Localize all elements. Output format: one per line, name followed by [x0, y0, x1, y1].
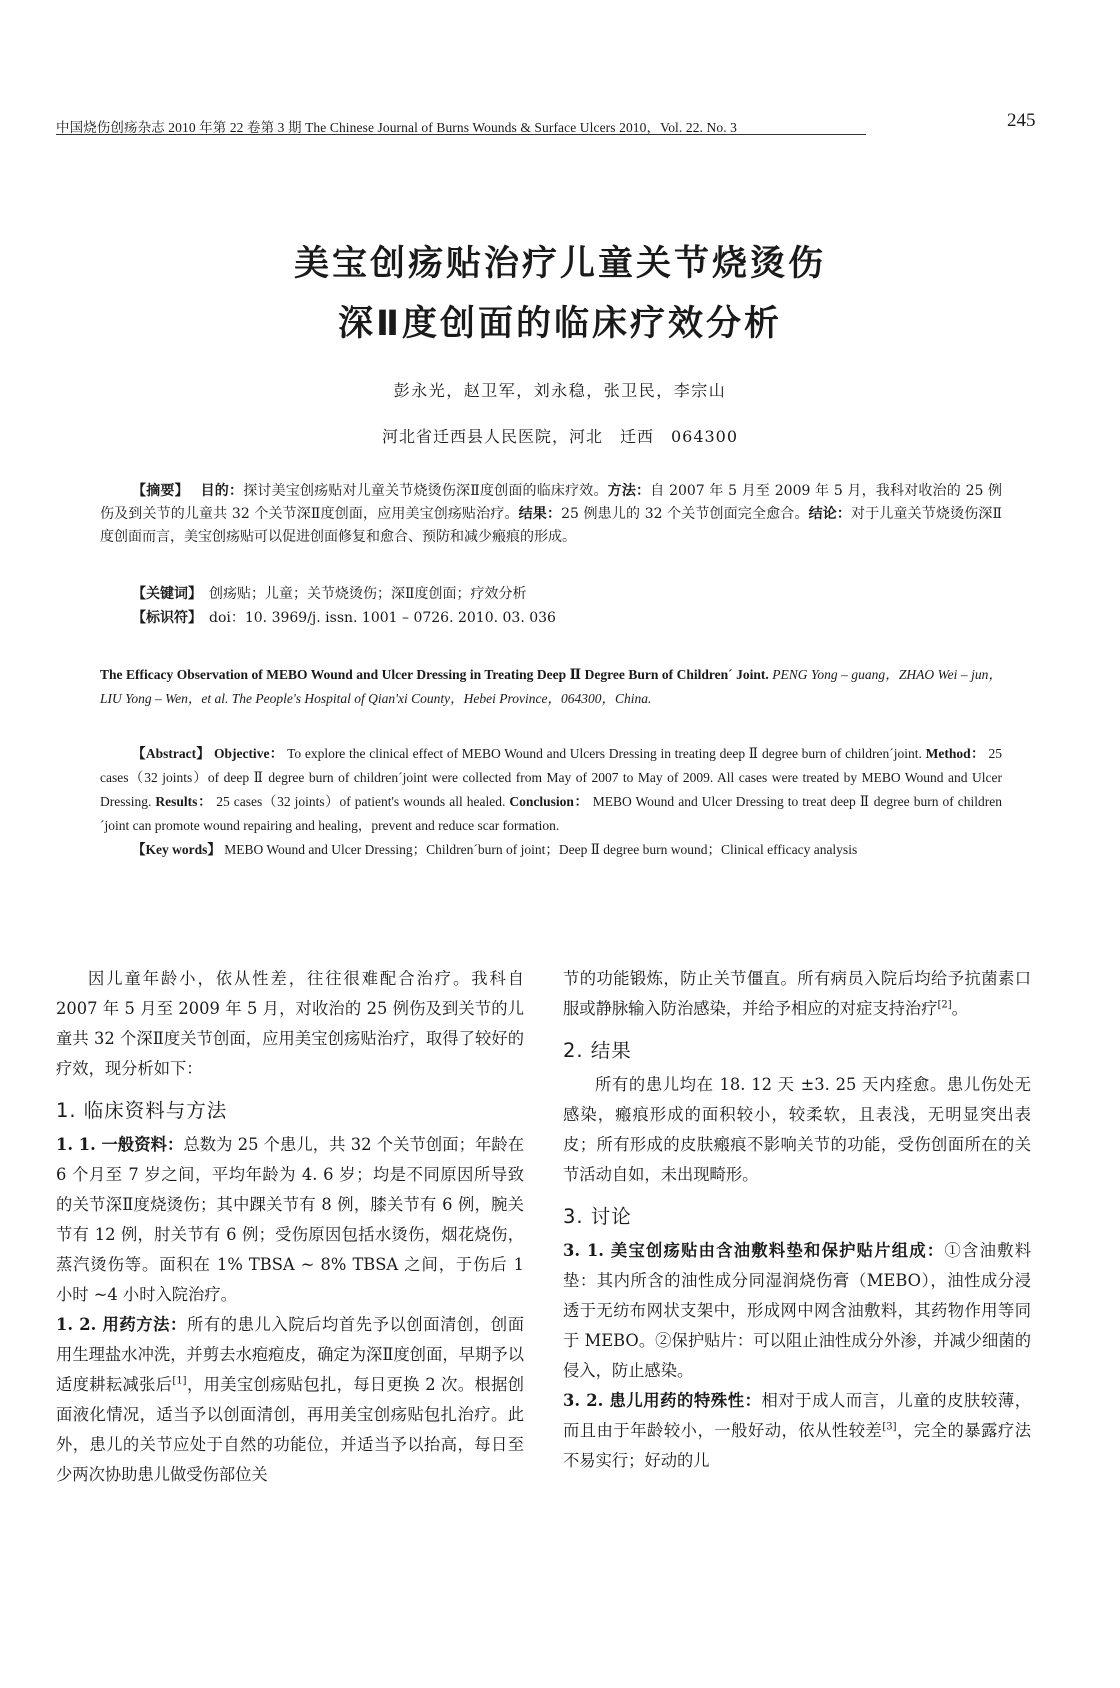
section-1-2	[56, 1310, 524, 1490]
abstract-en-label: 【Abstract】	[132, 746, 211, 761]
section-1-heading: 1. 临床资料与方法	[56, 1099, 228, 1122]
section-3-2	[563, 1386, 1031, 1476]
title-line-2: 深Ⅱ度创面的临床疗效分析	[337, 304, 783, 344]
objective-label: 目的：	[200, 483, 244, 499]
keywords-cn-text: 创疡贴；儿童；关节烧烫伤；深Ⅱ度创面；疗效分析	[209, 586, 527, 602]
doi-text: doi：10. 3969/j. issn. 1001 – 0726. 2010. 03. 036	[209, 610, 556, 626]
abstract-cn	[100, 480, 1002, 549]
objective-text: 探讨美宝创疡贴对儿童关节烧烫伤深Ⅱ度创面的临床疗效。	[243, 483, 608, 499]
results-text: 25 例患儿的 32 个关节创面完全愈合。	[561, 506, 809, 522]
body-right-column	[563, 964, 1031, 1476]
abstract-cn-label: 【摘要】	[132, 483, 182, 499]
section-1-1	[56, 1130, 524, 1310]
identifier-label: 【标识符】	[132, 610, 195, 626]
en-keywords-label: 【Key words】	[132, 842, 221, 857]
section-1-2-text-a: 所有的患儿入院后均首先予以创面清创，创面用生理盐水冲洗，并剪去水疱疱皮，确定为深Ⅱ度创面，早期予以适度耕耘减张后	[56, 1315, 524, 1394]
english-title-block	[100, 663, 1002, 711]
english-authors: PENG Yong – guang，ZHAO Wei – jun，LIU Yong – Wen，et al. The People's Hospital of Qian'xi County，Hebei Province，064300，China.	[100, 667, 1003, 706]
section-3-1-label: 3. 1. 美宝创疡贴由含油敷料垫和保护贴片组成：	[563, 1241, 945, 1260]
identifier	[132, 607, 556, 630]
english-title: The Efficacy Observation of MEBO Wound and Ulcer Dressing in Treating Deep Ⅱ Degree Burn of Children´ Joint.	[100, 667, 769, 682]
en-results-text: 25 cases（32 joints）of patient's wounds all healed.	[216, 794, 506, 809]
affiliation: 河北省迁西县人民医院，河北 迁西 064300	[381, 427, 739, 446]
section-1-1-text: 总数为 25 个患儿，共 32 个关节创面；年龄在 6 个月至 7 岁之间，平均年龄为 4. 6 岁；均是不同原因所导致的关节深Ⅱ度烧烫伤；其中踝关节有 8 例，膝关节有 6 例，腕关节有 12 例，肘关节有 6 例；受伤原因包括水烫伤，烟花烧伤，蒸汽烫伤等。面积在 1% TBSA ~ 8% TBSA 之间，于伤后 1 小时 ~4 小时入院治疗。	[56, 1135, 524, 1304]
section-3-2-label: 3. 2. 患儿用药的特殊性：	[563, 1391, 762, 1410]
section-3-1	[563, 1236, 1031, 1386]
section-3-2-text-a: 相对于成人而言，儿童的皮肤较薄，而且由于年龄较小，一般好动，依从性较差	[563, 1391, 1031, 1440]
section-1-2-label: 1. 2. 用药方法：	[56, 1315, 187, 1334]
header-rule	[56, 134, 866, 135]
abstract-en	[100, 742, 1002, 862]
en-keywords-text: MEBO Wound and Ulcer Dressing；Children´burn of joint；Deep Ⅱ degree burn wound；Clinical efficacy analysis	[224, 842, 858, 857]
method-label: 方法：	[607, 483, 651, 499]
continuation-text-b: 。	[951, 999, 968, 1018]
keywords-cn	[132, 583, 527, 606]
section-2-heading: 2. 结果	[563, 1039, 632, 1062]
section-3-2-text-b: ，完全的暴露疗法不易实行；好动的儿	[563, 1421, 1031, 1470]
citation-3: [3]	[882, 1421, 897, 1433]
section-1-1-label: 1. 1. 一般资料：	[56, 1135, 184, 1154]
en-conclusion-text: MEBO Wound and Ulcer Dressing to treat deep Ⅱ degree burn of children´joint can promote wound repairing and healing，prevent and reduce scar formation.	[100, 794, 1002, 833]
authors: 彭永光，赵卫军，刘永稳，张卫民，李宗山	[393, 381, 727, 400]
body-left-column	[56, 964, 524, 1490]
en-method-label: Method：	[925, 746, 985, 761]
conclusion-label: 结论：	[808, 506, 852, 522]
en-objective-text: To explore the clinical effect of MEBO Wound and Ulcers Dressing in treating deep Ⅱ degree burn of children´joint.	[287, 746, 922, 761]
conclusion-text: 对于儿童关节烧烫伤深Ⅱ度创面而言，美宝创疡贴可以促进创面修复和愈合、预防和减少瘢痕的形成。	[100, 506, 1003, 545]
continuation-text-a: 节的功能锻炼，防止关节僵直。所有病员入院后均给予抗菌素口服或静脉输入防治感染，并给予相应的对症支持治疗	[563, 969, 1031, 1018]
title-line-1: 美宝创疡贴治疗儿童关节烧烫伤	[293, 244, 826, 284]
en-method-text: 25 cases（32 joints）of deep Ⅱ degree burn of children´joint were collected from May of 2007 to May of 2009. All cases were treated by MEBO Wound and Ulcer Dressing.	[100, 746, 1003, 809]
method-text: 自 2007 年 5 月至 2009 年 5 月，我科对收治的 25 例伤及到关节的儿童共 32 个关节深Ⅱ度创面，应用美宝创疡贴治疗。	[100, 483, 1003, 522]
page-number: 245	[1007, 110, 1036, 131]
intro-paragraph: 因儿童年龄小，依从性差，往往很难配合治疗。我科自 2007 年 5 月至 2009 年 5 月，对收治的 25 例伤及到关节的儿童共 32 个深Ⅱ度关节创面，应用美宝创疡贴治疗，取得了较好的疗效，现分析如下：	[56, 969, 524, 1078]
en-conclusion-label: Conclusion：	[509, 794, 589, 809]
en-results-label: Results：	[155, 794, 213, 809]
citation-1: [1]	[172, 1375, 187, 1387]
results-label: 结果：	[518, 506, 562, 522]
continuation-paragraph	[563, 964, 1031, 1024]
section-1-2-text-b: ，用美宝创疡贴包扎，每日更换 2 次。根据创面液化情况，适当予以创面清创，再用美宝创疡贴包扎治疗。此外，患儿的关节应处于自然的功能位，并适当予以抬高，每日至少两次协助患儿做受伤部位关	[56, 1375, 524, 1484]
section-3-1-text: ①含油敷料垫：其内所含的油性成分同湿润烧伤膏（MEBO），油性成分浸透于无纺布网状支架中，形成网中网含油敷料，其药物作用等同于 MEBO。②保护贴片：可以阻止油性成分外渗，并减少细菌的侵入，防止感染。	[563, 1241, 1031, 1380]
section-3-heading: 3. 讨论	[563, 1205, 632, 1228]
keywords-cn-label: 【关键词】	[132, 586, 195, 602]
citation-2: [2]	[937, 999, 952, 1011]
en-objective-label: Objective：	[213, 746, 284, 761]
results-paragraph: 所有的患儿均在 18. 12 天 ±3. 25 天内痊愈。患儿伤处无感染，瘢痕形成的面积较小，较柔软，且表浅，无明显突出表皮；所有形成的皮肤瘢痕不影响关节的功能，受伤创面所在的关节活动自如，未出现畸形。	[563, 1075, 1031, 1184]
running-header: 中国烧伤创疡杂志 2010 年第 22 卷第 3 期 The Chinese Journal of Burns Wounds & Surface Ulcers 2010，Vol. 22. No. 3	[56, 120, 738, 135]
